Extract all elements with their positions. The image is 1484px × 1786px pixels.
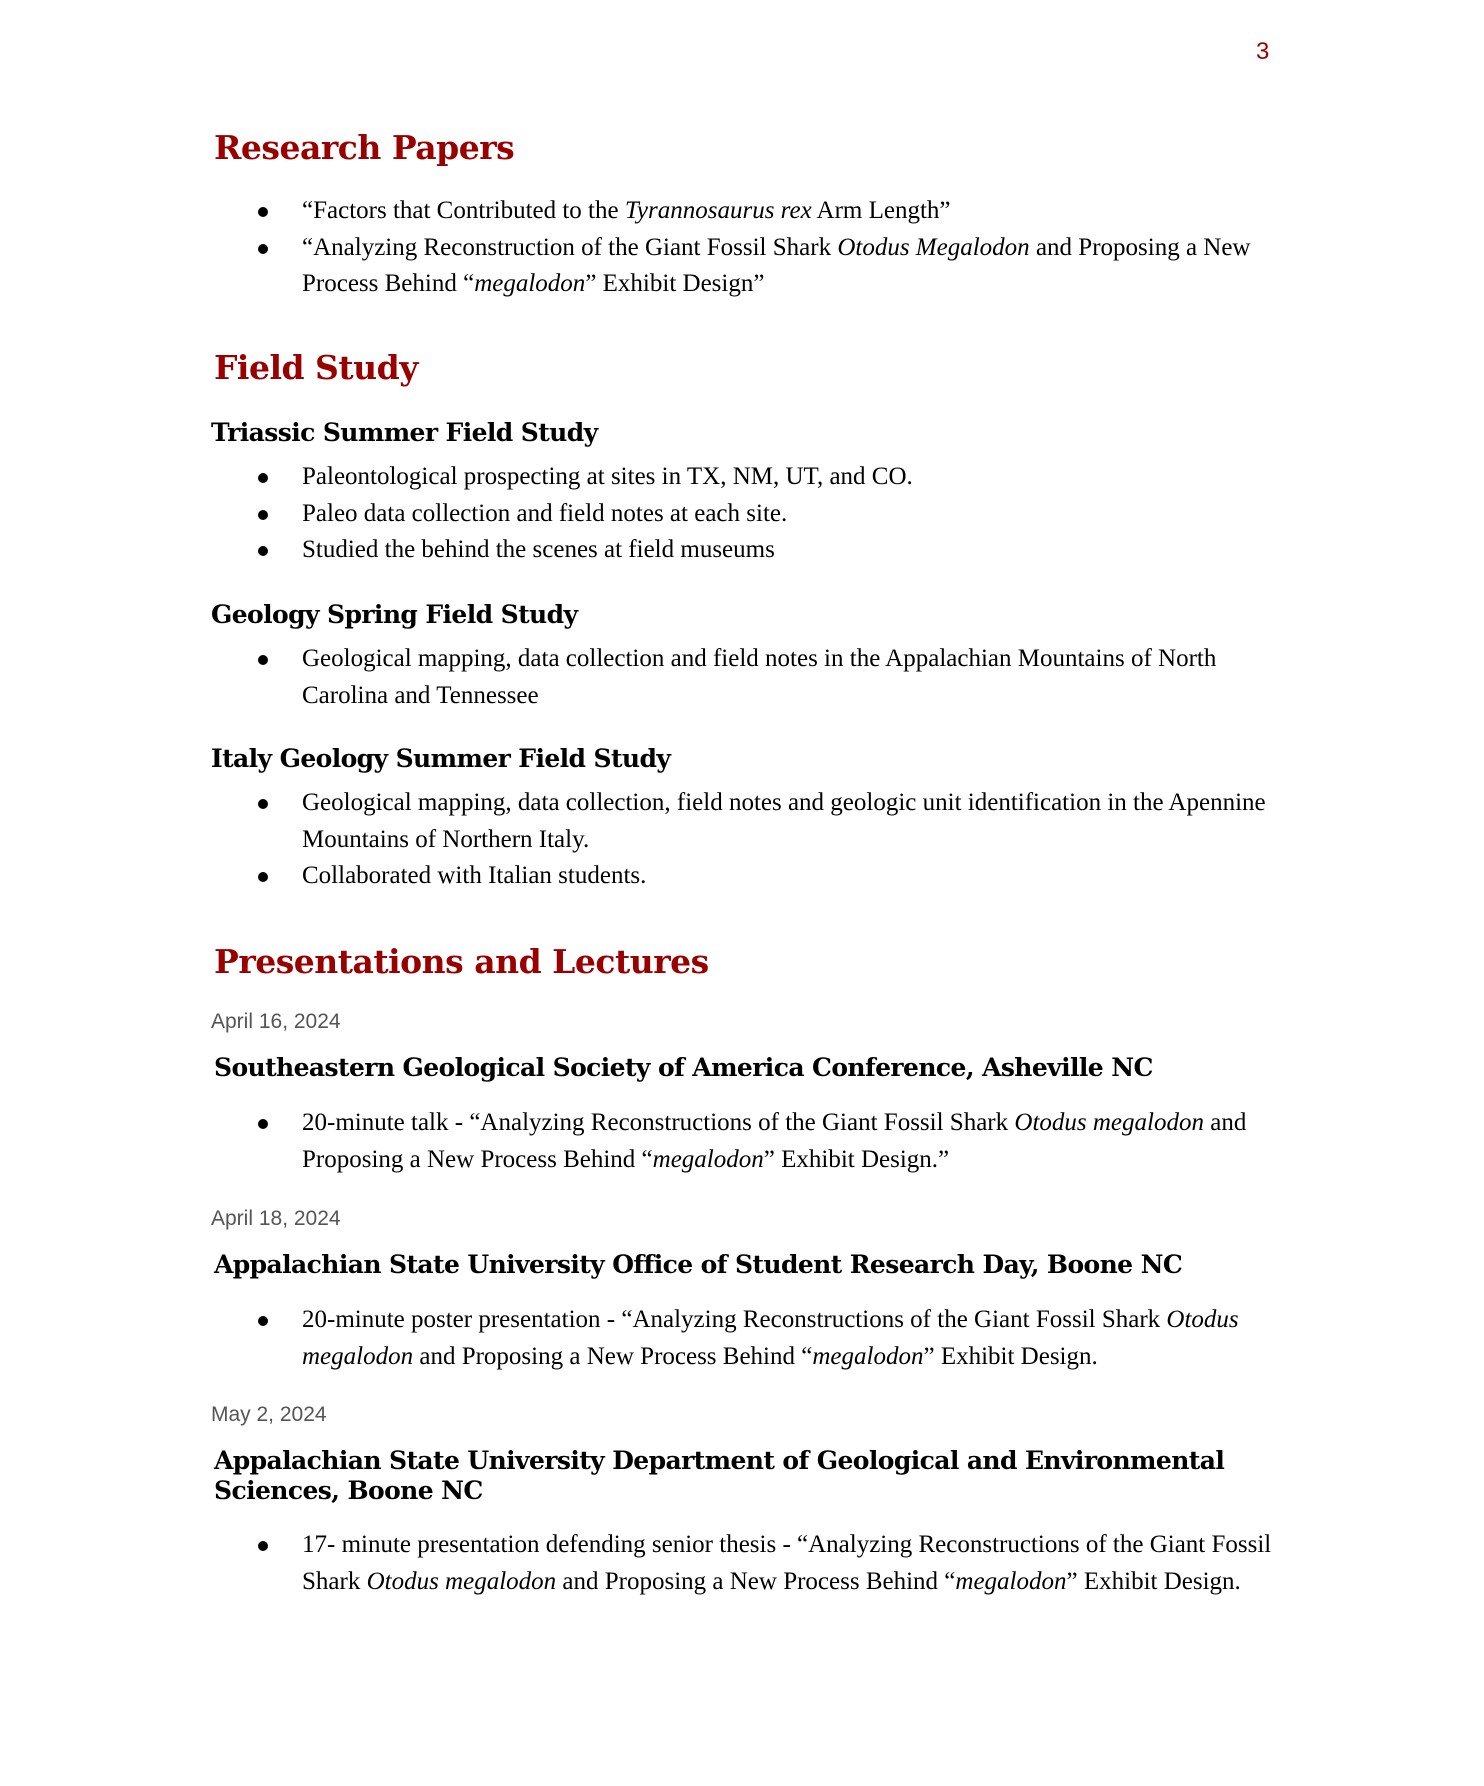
event-date: May 2, 2024: [211, 1403, 327, 1426]
event-list: [302, 1302, 1302, 1375]
bullet-icon: [258, 546, 268, 556]
event-list: [302, 1105, 1302, 1178]
list-item: Geological mapping, data collection and field notes in the Appalachian Mountains of North Carolina and Tennessee: [302, 641, 1302, 714]
bullet-icon: [258, 510, 268, 520]
list-item: Geological mapping, data collection, field notes and geologic unit identification in the Apennine Mountains of Northern Italy.: [302, 785, 1302, 858]
bullet-icon: [258, 244, 268, 254]
event-title: Appalachian State University Department of Geological and Environmental Sciences, Boone NC: [214, 1446, 1225, 1505]
list-item: 20-minute talk - “Analyzing Reconstructions of the Giant Fossil Shark Otodus megalodon and Proposing a New Process Behind “megalodon” Exhibit Design.”: [302, 1105, 1302, 1178]
list-item: Collaborated with Italian students.: [302, 858, 1302, 895]
event-title: Southeastern Geological Society of America Conference, Asheville NC: [214, 1053, 1153, 1082]
list-item: Paleontological prospecting at sites in TX, NM, UT, and CO.: [302, 459, 1302, 496]
bullet-icon: [258, 207, 268, 217]
research-papers-list: [302, 193, 1302, 303]
section-heading-field-study: Field Study: [214, 348, 418, 387]
field-study-list: [302, 459, 1302, 569]
page-number: 3: [1256, 38, 1270, 65]
list-item: Paleo data collection and field notes at each site.: [302, 496, 1302, 533]
field-study-list: [302, 641, 1302, 714]
list-item: “Analyzing Reconstruction of the Giant Fossil Shark Otodus Megalodon and Proposing a New Process Behind “megalodon” Exhibit Design”: [302, 230, 1302, 303]
event-date: April 18, 2024: [211, 1207, 341, 1230]
bullet-icon: [258, 473, 268, 483]
field-study-title: Triassic Summer Field Study: [211, 418, 598, 447]
field-study-title: Geology Spring Field Study: [211, 600, 578, 629]
section-heading-research-papers: Research Papers: [214, 128, 515, 167]
bullet-icon: [258, 1119, 268, 1129]
event-date: April 16, 2024: [211, 1010, 341, 1033]
event-list: [302, 1527, 1302, 1600]
bullet-icon: [258, 1316, 268, 1326]
list-item: “Factors that Contributed to the Tyrannosaurus rex Arm Length”: [302, 193, 1302, 230]
list-item: Studied the behind the scenes at field museums: [302, 532, 1302, 569]
event-title: Appalachian State University Office of Student Research Day, Boone NC: [214, 1250, 1183, 1279]
list-item: 20-minute poster presentation - “Analyzing Reconstructions of the Giant Fossil Shark Otodus megalodon and Proposing a New Process Behind “megalodon” Exhibit Design.: [302, 1302, 1302, 1375]
bullet-icon: [258, 1541, 268, 1551]
bullet-icon: [258, 799, 268, 809]
bullet-icon: [258, 655, 268, 665]
list-item: 17- minute presentation defending senior thesis - “Analyzing Reconstructions of the Giant Fossil Shark Otodus megalodon and Proposing a New Process Behind “megalodon” Exhibit Design.: [302, 1527, 1302, 1600]
bullet-icon: [258, 872, 268, 882]
field-study-list: [302, 785, 1302, 895]
section-heading-presentations: Presentations and Lectures: [214, 942, 709, 981]
field-study-title: Italy Geology Summer Field Study: [211, 744, 671, 773]
